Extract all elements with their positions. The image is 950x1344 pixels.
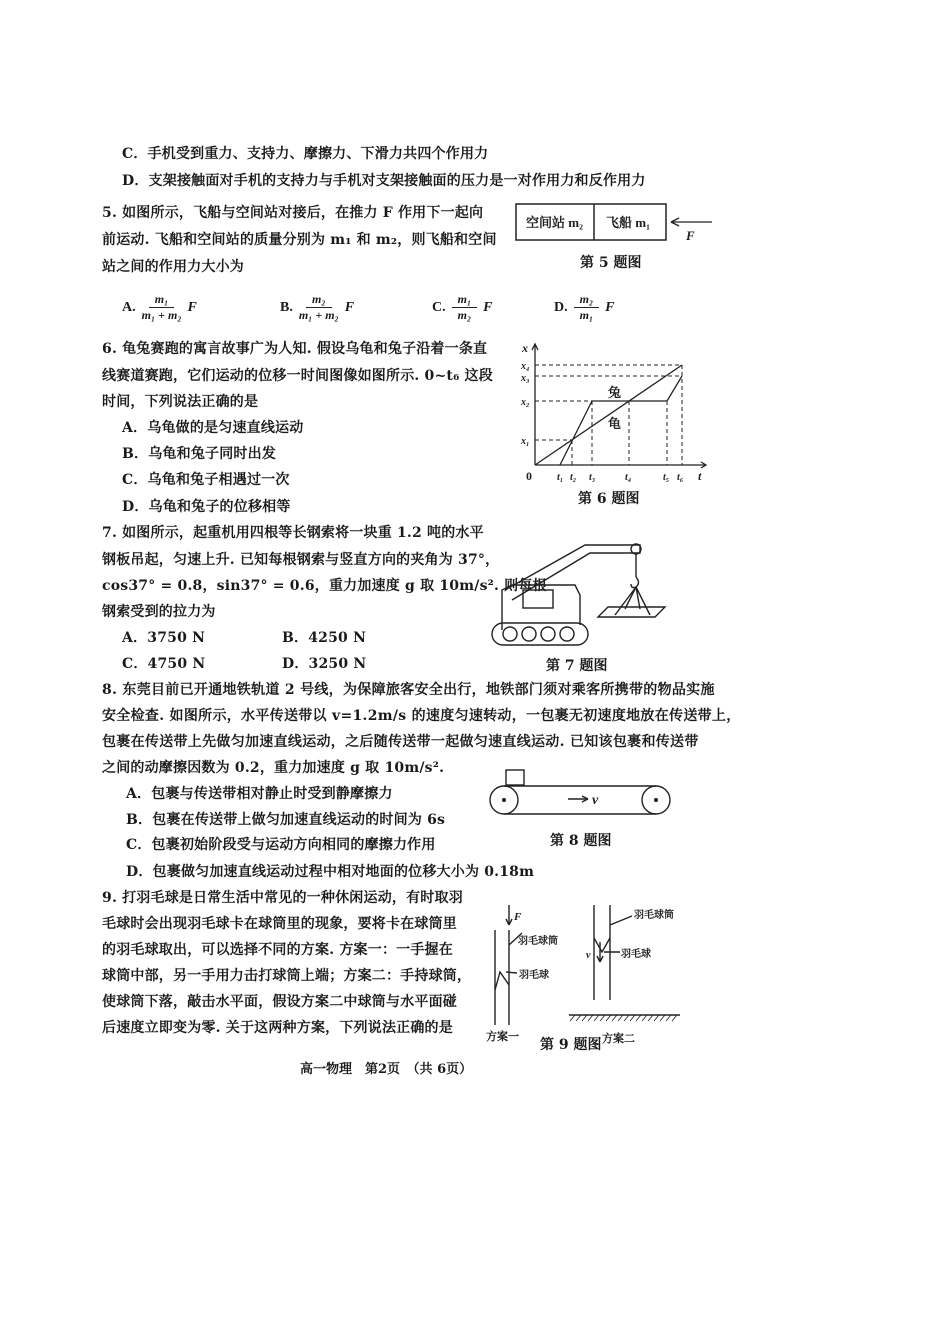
q8-stem-line: 之间的动摩擦因数为 0.2，重力加速度 g 取 10m/s². <box>102 760 445 776</box>
numerator: m₂ <box>306 292 332 308</box>
q5-stem-line: 站之间的作用力大小为 <box>102 259 244 275</box>
option-letter: D. <box>554 299 568 315</box>
q7-stem-line: 7. 如图所示，起重机用四根等长钢索将一块重 1.2 吨的水平 <box>102 525 484 541</box>
q8-option-b: B．包裹在传送带上做匀加速直线运动的时间为 6s <box>126 812 446 828</box>
denominator: m₂ <box>457 308 472 322</box>
q8-stem-line: 安全检查. 如图所示，水平传送带以 v=1.2m/s 的速度匀速转动，一包裹无初速度地放在传送带上， <box>102 708 741 724</box>
option-suffix: F <box>344 299 355 315</box>
x-tick: t₃ <box>589 472 596 483</box>
denominator: m₁ <box>579 308 594 322</box>
q6-option-c: C．乌龟和兔子相遇过一次 <box>122 472 290 488</box>
option-suffix: F <box>483 299 493 315</box>
y-tick: x₁ <box>521 436 530 447</box>
q4-option-c: C．手机受到重力、支持力、摩擦力、下滑力共四个作用力 <box>122 146 489 162</box>
q7-option-d: D．3250 N <box>282 656 367 672</box>
x-tick: t₁ <box>557 472 564 483</box>
ball-label: 羽毛球 <box>621 949 651 960</box>
q8-stem-line: 8. 东莞目前已开通地铁轨道 2 号线，为保障旅客安全出行，地铁部门须对乘客所携带的物品实施 <box>102 682 715 698</box>
q4-option-d: D．支架接触面对手机的支持力与手机对支架接触面的压力是一对作用力和反作用力 <box>122 173 646 189</box>
q9-caption: 第 9 题图 <box>540 1037 602 1053</box>
option-letter: C. <box>432 299 446 315</box>
q8-option-d: D．包裹做匀加速直线运动过程中相对地面的位移大小为 0.18m <box>126 864 535 880</box>
q5-option-c <box>432 292 493 323</box>
origin-label: 0 <box>526 469 532 483</box>
numerator: m₁ <box>149 292 175 308</box>
q6-stem-line: 6. 龟兔赛跑的寓言故事广为人知. 假设乌龟和兔子沿着一条直 <box>102 341 488 357</box>
plan1-label: 方案一 <box>486 1031 519 1043</box>
x-axis-label: t <box>698 469 702 483</box>
q7-option-b: B．4250 N <box>282 630 367 646</box>
q9-stem-line: 毛球时会出现羽毛球卡在球筒里的现象，要将卡在球筒里 <box>102 916 457 932</box>
option-letter: B. <box>280 299 293 315</box>
y-tick: x₄ <box>521 361 530 372</box>
q8-stem-line: 包裹在传送带上先做匀加速直线运动，之后随传送带一起做匀速直线运动. 已知该包裹和传送带 <box>102 734 699 750</box>
q5-stem-line: 前运动. 飞船和空间站的质量分别为 m₁ 和 m₂，则飞船和空间 <box>102 232 497 248</box>
station-label: 空间站 m₂ <box>526 215 583 230</box>
q6-option-b: B．乌龟和兔子同时出发 <box>122 446 277 462</box>
q7-caption: 第 7 题图 <box>546 658 608 674</box>
package <box>506 770 524 785</box>
ball-label: 羽毛球 <box>519 970 549 981</box>
q7-stem-line: cos37° = 0.8，sin37° = 0.6，重力加速度 g 取 10m/s². 则每根 <box>102 578 547 594</box>
y-tick: x₃ <box>521 373 530 384</box>
q7-stem-line: 钢索受到的拉力为 <box>102 604 216 620</box>
y-axis-label: x <box>522 341 528 355</box>
tube-label: 羽毛球筒 <box>634 910 674 921</box>
q8-caption: 第 8 题图 <box>550 833 612 849</box>
x-tick: t₅ <box>663 472 670 483</box>
tortoise-line <box>535 365 682 465</box>
q6-stem-line: 线赛道赛跑，它们运动的位移一时间图像如图所示. 0~t₆ 这段 <box>102 368 493 384</box>
q8-option-a: A．包裹与传送带相对静止时受到静摩擦力 <box>126 786 393 802</box>
rabbit-label: 兔 <box>608 385 622 400</box>
denominator: m₁ + m₂ <box>141 308 182 322</box>
q7-crane-figure <box>490 535 690 655</box>
q8-option-c: C．包裹初始阶段受与运动方向相同的摩擦力作用 <box>126 837 436 853</box>
hook-icon <box>631 577 639 588</box>
q9-stem-line: 后速度立即变为零. 关于这两种方案，下列说法正确的是 <box>102 1020 453 1036</box>
ship-label: 飞船 m₁ <box>606 215 650 230</box>
tortoise-label: 龟 <box>608 416 622 431</box>
option-suffix: F <box>605 299 615 315</box>
velocity-label: v <box>592 793 599 808</box>
q7-option-c: C．4750 N <box>122 656 206 672</box>
numerator: m₂ <box>574 292 600 308</box>
q6-option-a: A．乌龟做的是匀速直线运动 <box>122 420 304 436</box>
page-footer: 高一物理 第2页 （共 6页） <box>300 1062 473 1077</box>
q9-stem-line: 的羽毛球取出，可以选择不同的方案. 方案一：一手握在 <box>102 942 453 958</box>
force-label: F <box>686 228 695 243</box>
x-tick: t₆ <box>677 472 684 483</box>
q5-option-d <box>554 292 615 323</box>
velocity-label: v <box>586 950 591 961</box>
option-letter: A. <box>122 299 136 315</box>
q9-stem-line: 使球筒下落，敲击水平面，假设方案二中球筒与水平面碰 <box>102 994 457 1010</box>
numerator: m₁ <box>452 292 478 308</box>
q7-stem-line: 钢板吊起，匀速上升. 已知每根钢索与竖直方向的夹角为 37°， <box>102 552 500 568</box>
q5-caption: 第 5 题图 <box>580 255 642 271</box>
q5-stem-line: 5. 如图所示，飞船与空间站对接后，在推力 F 作用下一起向 <box>102 205 484 221</box>
option-suffix: F <box>187 299 197 315</box>
denominator: m₁ + m₂ <box>298 308 339 322</box>
tube-label: 羽毛球筒 <box>518 936 558 947</box>
q6-caption: 第 6 题图 <box>578 491 640 507</box>
q8-conveyor-figure <box>488 768 668 828</box>
q9-stem-line: 9. 打羽毛球是日常生活中常见的一种休闲运动，有时取羽 <box>102 890 463 906</box>
plan2-label: 方案二 <box>602 1033 635 1045</box>
q9-stem-line: 球筒中部，另一手用力击打球筒上端；方案二：手持球筒， <box>102 968 472 984</box>
q6-stem-line: 时间，下列说法正确的是 <box>102 394 259 410</box>
q5-option-a <box>122 292 197 323</box>
q6-option-d: D．乌龟和兔子的位移相等 <box>122 499 291 515</box>
steel-plate <box>598 607 665 617</box>
shuttlecock <box>495 972 509 990</box>
q7-option-a: A．3750 N <box>122 630 206 646</box>
q9-figure <box>482 900 692 1050</box>
q5-option-b <box>280 292 354 323</box>
force-label: F <box>514 911 522 923</box>
q6-xt-graph <box>520 340 710 490</box>
shuttlecock <box>594 938 610 952</box>
crane-boom <box>505 545 640 600</box>
y-tick: x₂ <box>521 397 530 408</box>
x-tick: t₂ <box>570 472 577 483</box>
x-tick: t₄ <box>625 472 632 483</box>
